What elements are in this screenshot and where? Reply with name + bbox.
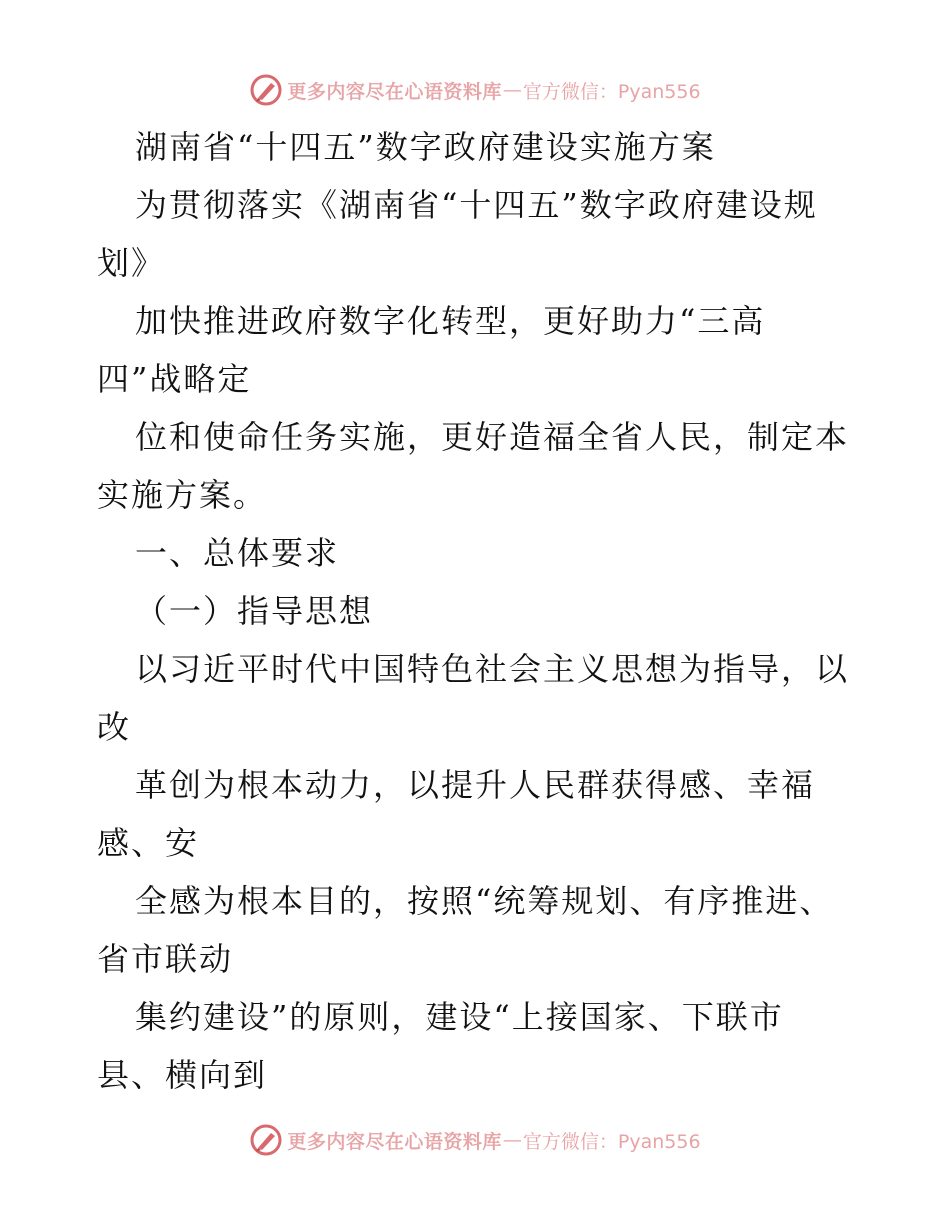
watermark-dash: — <box>502 79 522 101</box>
text-line: 改 <box>97 708 132 746</box>
pen-logo-icon <box>249 1123 283 1157</box>
watermark-main-text: 更多内容尽在心语资料库 <box>287 80 502 103</box>
text-line: 划》 <box>97 244 166 282</box>
document-body <box>97 118 857 1104</box>
subsection-heading: （一）指导思想 <box>135 592 374 630</box>
watermark-sub-text: 官方微信：Pyan556 <box>522 1130 701 1153</box>
watermark-footer <box>0 1120 950 1160</box>
text-line: 省市联动 <box>97 940 234 978</box>
doc-title: 湖南省“十四五”数字政府建设实施方案 <box>135 128 716 166</box>
watermark-main-text: 更多内容尽在心语资料库 <box>287 1130 502 1153</box>
section-heading: 一、总体要求 <box>135 534 340 572</box>
text-line: 四”战略定 <box>97 360 252 398</box>
text-line: 为贯彻落实《湖南省“十四五”数字政府建设规 <box>135 186 818 224</box>
text-line: 全感为根本目的，按照“统筹规划、有序推进、 <box>135 882 834 920</box>
pen-logo-icon <box>249 73 283 107</box>
text-line: 加快推进政府数字化转型，更好助力“三高 <box>135 302 766 340</box>
text-line: 县、横向到 <box>97 1056 268 1094</box>
text-line: 感、安 <box>97 824 200 862</box>
watermark-sub-text: 官方微信：Pyan556 <box>522 80 701 103</box>
watermark-dash: — <box>502 1129 522 1151</box>
watermark-header <box>0 70 950 110</box>
text-line: 集约建设”的原则，建设“上接国家、下联市 <box>135 998 784 1036</box>
text-line: 以习近平时代中国特色社会主义思想为指导，以 <box>135 650 850 688</box>
text-line: 革创为根本动力，以提升人民群获得感、幸福 <box>135 766 816 804</box>
text-line: 位和使命任务实施，更好造福全省人民，制定本 <box>135 418 850 456</box>
text-line: 实施方案。 <box>97 476 268 514</box>
